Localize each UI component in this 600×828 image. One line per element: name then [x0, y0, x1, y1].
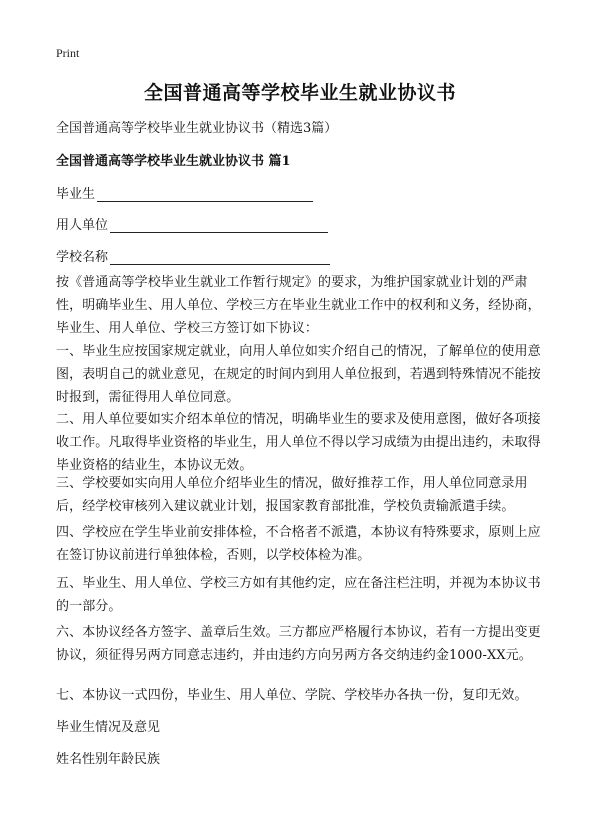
document-title: 全国普通高等学校毕业生就业协议书	[143, 82, 456, 104]
clause-paragraph-3: 三、学校要如实向用人单位介绍毕业生的情况，做好推荐工作，用人单位同意录用后，经学校审核列入建议就业计划，报国家教育部批准，学校负责输派遣手续。	[56, 476, 528, 514]
employer-label: 用人单位	[56, 218, 109, 233]
school-field	[56, 243, 330, 265]
graduate-blank-line	[97, 185, 313, 202]
employer-field	[56, 211, 328, 233]
graduate-field	[56, 180, 313, 202]
clause-paragraph-4: 四、学校应在学生毕业前安排体检，不合格者不派遣，本协议有特殊要求，原则上应在签订协议前进行单独体检，否则，以学校体检为准。	[56, 525, 541, 563]
clause-paragraph-1: 一、毕业生应按国家规定就业，向用人单位如实介绍自己的情况，了解单位的使用意图，表明自己的就业意见，在规定的时间内到用人单位报到，若遇到特殊情况不能按时报到，需征得用人单位同意。	[56, 344, 541, 405]
school-blank-line	[110, 248, 330, 265]
clause-paragraph-7: 七、本协议一式四份，毕业生、用人单位、学院、学校毕办各执一份，复印无效。	[56, 688, 528, 703]
school-label: 学校名称	[56, 250, 109, 265]
graduate-label: 毕业生	[56, 187, 96, 202]
intro-paragraph: 按《普通高等学校毕业生就业工作暂行规定》的要求，为维护国家就业计划的严肃性，明确毕业生、用人单位、学校三方在毕业生就业工作中的权利和义务，经协商，毕业生、用人单位、学校三方签订如下协议：	[56, 275, 541, 336]
print-link[interactable]: Print	[56, 46, 80, 60]
document-subtitle: 全国普通高等学校毕业生就业协议书（精选3篇）	[56, 121, 338, 136]
clause-paragraph-6: 六、本协议经各方签字、盖章后生效。三方都应严格履行本协议，若有一方提出变更协议，须征得另两方同意志违约，并由违约方向另两方各交纳违约金1000-XX元。	[56, 625, 541, 663]
graduate-info-row: 姓名性别年龄民族	[56, 752, 161, 767]
graduate-opinion-heading: 毕业生情况及意见	[56, 720, 161, 735]
clause-paragraph-2: 二、用人单位要如实介绍本单位的情况，明确毕业生的要求及使用意图，做好各项接收工作。凡取得毕业资格的毕业生，用人单位不得以学习成绩为由提出违约，未取得毕业资格的结业生，本协议无效。	[56, 412, 541, 473]
employer-blank-line	[110, 216, 328, 233]
clause-paragraph-5: 五、毕业生、用人单位、学校三方如有其他约定，应在备注栏注明，并视为本协议书的一部分。	[56, 576, 541, 614]
section-heading: 全国普通高等学校毕业生就业协议书 篇1	[56, 154, 291, 169]
